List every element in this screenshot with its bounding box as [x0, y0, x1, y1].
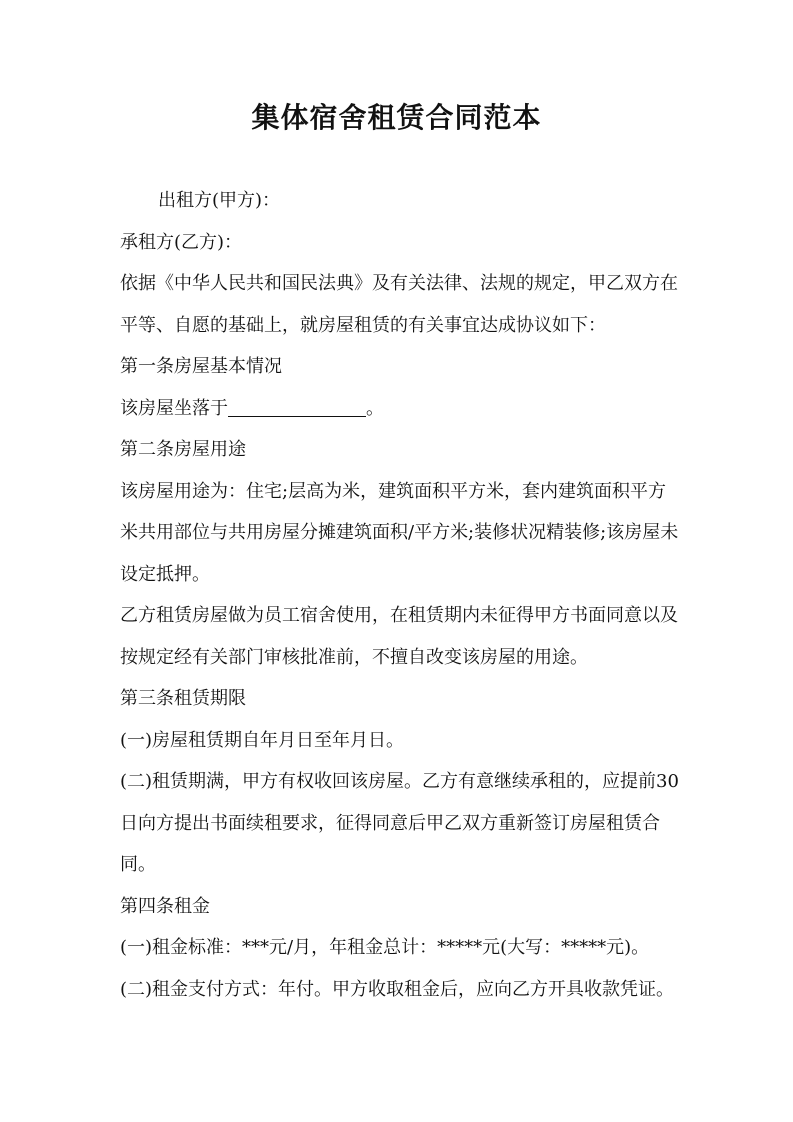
article4-item-2: (二)租金支付方式：年付。甲方收取租金后，应向乙方开具收款凭证。: [120, 978, 675, 1000]
lessor-line: 出租方(甲方)：: [158, 190, 281, 211]
article2-paragraph-1: 该房屋用途为：住宅;层高为米，建筑面积平方米，套内建筑面积平方米共用部位与共用房屋分摊建筑面积/平方米;装修状况精装修;该房屋未设定抵押。: [120, 480, 679, 585]
article3-item-1: (一)房屋租赁期自年月日至年月日。: [120, 729, 405, 751]
lessee-line: 承租方(乙方)：: [120, 231, 243, 253]
location-blank-line: [228, 398, 366, 417]
intro-paragraph: 依据《中华人民共和国民法典》及有关法律、法规的规定，甲乙双方在平等、自愿的基础上，就房屋租赁的有关事宜达成协议如下：: [120, 273, 678, 336]
article2-paragraph-2: 乙方租赁房屋做为员工宿舍使用，在租赁期内未征得甲方书面同意以及按规定经有关部门审核批准前，不擅自改变该房屋的用途。: [120, 605, 678, 668]
location-prefix: 该房屋坐落于: [120, 397, 228, 419]
location-suffix: 。: [366, 397, 384, 419]
article3-heading: 第三条租赁期限: [120, 688, 246, 709]
article3-item-2: (二)租赁期满，甲方有权收回该房屋。乙方有意继续承租的，应提前30日向方提出书面续租要求，征得同意后甲乙双方重新签订房屋租赁合同。: [120, 771, 679, 875]
document-body: [120, 180, 680, 1010]
article4-heading: 第四条租金: [120, 895, 210, 917]
article2-heading: 第二条房屋用途: [120, 439, 246, 460]
article1-heading: 第一条房屋基本情况: [120, 356, 282, 377]
document-title: 集体宿舍租赁合同范本: [251, 101, 542, 134]
article4-item-1: (一)租金标准：***元/月，年租金总计：*****元(大写：*****元)。: [120, 937, 650, 958]
article1-location: [120, 388, 680, 430]
